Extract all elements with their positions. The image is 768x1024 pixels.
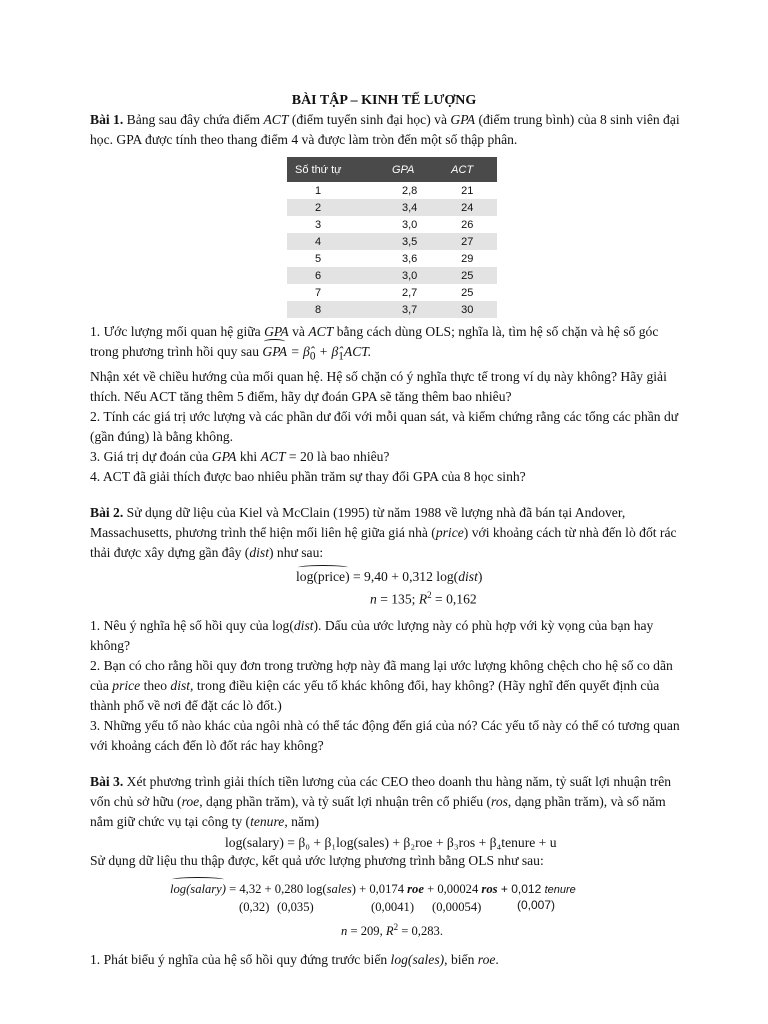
bai1-questions <box>90 322 690 487</box>
bai2-q1: 1. Nêu ý nghĩa hệ số hồi quy của log(dist). Dấu của ước lượng này có phù hợp với kỳ vọng của bạn hay không? <box>90 618 654 653</box>
bai1-q1: 1. Ước lượng mối quan hệ giữa GPA và ACT bằng cách dùng OLS; nghĩa là, tìm hệ số chặn và hệ số góc trong phương trình hồi quy sau GPA = $\betâ_0$ + $\betâ_1ACT$. <box>90 324 659 363</box>
se-ros: (0,00054) <box>432 900 482 914</box>
se-log-sales: (0,035) <box>277 900 314 914</box>
table-row: 3 3,0 26 <box>287 216 497 233</box>
bai3-stats: n = 209, $R^2 = 0,283$. <box>341 922 443 939</box>
header-gpa: GPA <box>384 157 443 182</box>
table-header-row <box>287 157 497 182</box>
gpa-act-table <box>287 157 497 318</box>
bai1-q2: 2. Tính các giá trị ước lượng và các phần dư đối với mỗi quan sát, và kiểm chứng rằng các tổng các phần dư (gần đúng) là bằng không. <box>90 408 679 444</box>
bai1-label: Bài 1. <box>90 112 124 127</box>
bai2-questions <box>90 616 690 756</box>
table-row: 8 3,7 30 <box>287 301 497 318</box>
bai1-q1-followup: Nhận xét về chiều hướng của mối quan hệ. Hệ số chặn có ý nghĩa thực tế trong ví dụ này không? Hãy giải thích. Nếu ACT tăng thêm 5 điểm, hãy dự đoán GPA sẽ tăng thêm bao nhiêu? <box>90 368 667 404</box>
bai2-q3: 3. Những yếu tố nào khác của ngôi nhà có thể tác động đến giá của nó? Các yếu tố này có thể có tương quan với khoảng cách đến lò đốt rác hay không? <box>90 718 680 753</box>
bai2-label: Bài 2. <box>90 505 124 520</box>
table-row: 2 3,4 24 <box>287 199 497 216</box>
bai2-intro: Bài 2. Sử dụng dữ liệu của Kiel và McClain (1995) từ năm 1988 về lượng nhà đã bán tại Andover, Massachusetts, phương trình thể hiện mối liên hệ giữa giá nhà (price) với khoảng cách từ nhà đến lò đốt rác thải được xây dựng gần đây (dist) như sau: <box>90 505 677 560</box>
bai1-q3: 3. Giá trị dự đoán của GPA khi ACT = 20 là bao nhiêu? <box>90 448 390 464</box>
bai3-q1: 1. Phát biểu ý nghĩa của hệ số hồi quy đứng trước biến log(sales), biến roe. <box>90 952 499 967</box>
bai2-equation: log(price) = 9,40 + 0,312 log(dist) <box>296 569 483 584</box>
gpa-hat-equation: GPA <box>262 342 287 362</box>
bai3-label: Bài 3. <box>90 774 124 789</box>
bai3-intro: Bài 3. Xét phương trình giải thích tiền lương của các CEO theo doanh thu hàng năm, tỷ suất lợi nhuận trên vốn chủ sở hữu (roe, dạng phần trăm), và tỷ suất lợi nhuận trên cổ phiếu (ros, dạng phần trăm), và số năm nắm giữ chức vụ tại công ty (tenure, năm) <box>90 774 672 829</box>
header-act: ACT <box>443 157 497 182</box>
table-row: 1 2,8 21 <box>287 182 497 199</box>
bai3-ols-estimate: log(salary) = 4,32 + 0,280 log(sales) + 0,0174 roe + 0,00024 ros + 0,012 tenure <box>170 882 576 896</box>
bai2-stats: n = 135; $R^2 = 0,162$ <box>370 590 477 607</box>
table-row: 7 2,7 25 <box>287 284 497 301</box>
table-row: 6 3,0 25 <box>287 267 497 284</box>
table-row: 5 3,6 29 <box>287 250 497 267</box>
bai1-intro: Bài 1. Bảng sau đây chứa điểm ACT (điểm tuyển sinh đại học) và GPA (điểm trung bình) của 8 sinh viên đại học. GPA được tính theo thang điểm 4 và được làm tròn đến một số thập phân. <box>90 112 680 147</box>
page-title: BÀI TẬP – KINH TẾ LƯỢNG <box>291 93 477 108</box>
se-intercept: (0,32) <box>239 900 270 914</box>
table-row: 4 3,5 27 <box>287 233 497 250</box>
bai2-q2: 2. Bạn có cho rằng hồi quy đơn trong trường hợp này đã mang lại ước lượng không chệch cho hệ số co dãn của price theo dist, trong điều kiện các yếu tố khác không đổi, hay không? (Hãy nghĩ đến quyết định của thành phố về nơi để đặt các lò đốt.) <box>90 658 673 713</box>
bai3-lead: Sử dụng dữ liệu thu thập được, kết quả ước lượng phương trình bằng OLS như sau: <box>90 853 544 868</box>
header-stt: Số thứ tự <box>287 157 384 182</box>
se-tenure: (0,007) <box>517 898 556 912</box>
bai1-q4: 4. ACT đã giải thích được bao nhiêu phần trăm sự thay đổi GPA của 8 học sinh? <box>90 468 526 484</box>
bai3-model: log(salary) = β₀ + β₁log(sales) + β₂roe + β₃ros + β₄tenure + u <box>225 835 557 850</box>
se-roe: (0,0041) <box>371 900 415 914</box>
